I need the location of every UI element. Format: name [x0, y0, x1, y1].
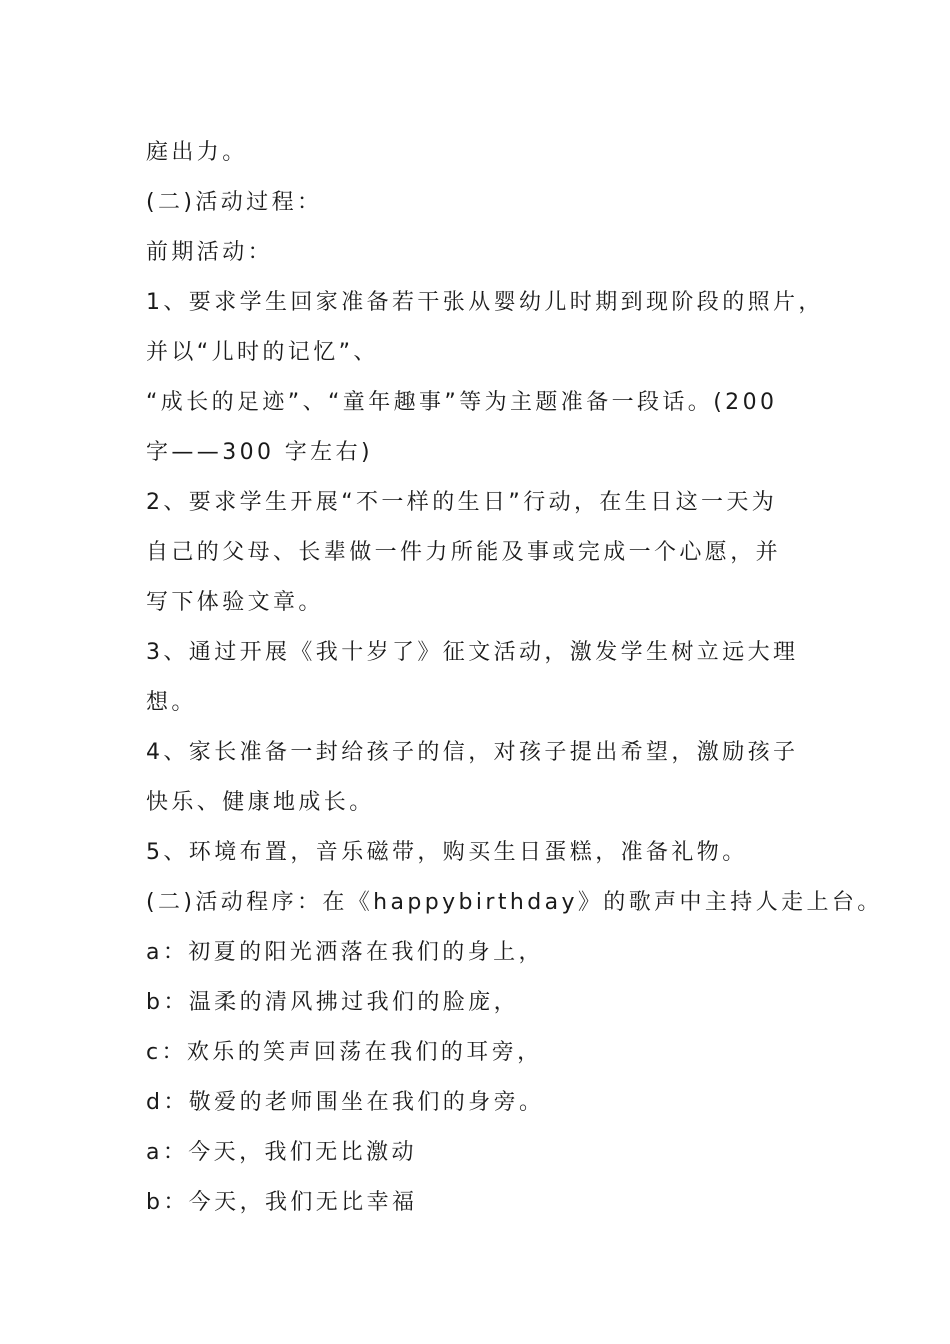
list-item-2-line-2: 自己的父母、长辈做一件力所能及事或完成一个心愿，并 [146, 540, 782, 565]
list-item-4-line-1: 4、家长准备一封给孩子的信，对孩子提出希望，激励孩子 [146, 740, 799, 765]
document-body [146, 128, 883, 1228]
script-line-b-2: b：今天，我们无比幸福 [146, 1190, 418, 1215]
list-item-3-line-1: 3、通过开展《我十岁了》征文活动，激发学生树立远大理 [146, 640, 799, 665]
section-heading-activity-process: (二)活动过程： [146, 190, 323, 215]
script-line-a-1: a：初夏的阳光洒落在我们的身上， [146, 940, 544, 965]
section-heading-activity-program: (二)活动程序：在《happybirthday》的歌声中主持人走上台。 [146, 890, 883, 915]
list-item-1-line-3: “成长的足迹”、“童年趣事”等为主题准备一段话。(200 [146, 390, 778, 415]
list-item-1-line-1: 1、要求学生回家准备若干张从婴幼儿时期到现阶段的照片， [146, 290, 824, 315]
script-line-c-1: c：欢乐的笑声回荡在我们的耳旁， [146, 1040, 543, 1065]
script-line-b-1: b：温柔的清风拂过我们的脸庞， [146, 990, 519, 1015]
subheading-preliminary-activities: 前期活动： [146, 240, 274, 265]
list-item-2-line-1: 2、要求学生开展“不一样的生日”行动，在生日这一天为 [146, 490, 778, 515]
list-item-1-line-2: 并以“儿时的记忆”、 [146, 340, 379, 365]
list-item-4-line-2: 快乐、健康地成长。 [146, 790, 375, 815]
list-item-3-line-2: 想。 [146, 690, 197, 715]
list-item-2-line-3: 写下体验文章。 [146, 590, 324, 615]
text-line-continuation: 庭出力。 [146, 140, 248, 165]
list-item-5: 5、环境布置，音乐磁带，购买生日蛋糕，准备礼物。 [146, 840, 748, 865]
list-item-1-line-4: 字——300 字左右) [146, 440, 373, 465]
script-line-d-1: d：敬爱的老师围坐在我们的身旁。 [146, 1090, 545, 1115]
script-line-a-2: a：今天，我们无比激动 [146, 1140, 417, 1165]
